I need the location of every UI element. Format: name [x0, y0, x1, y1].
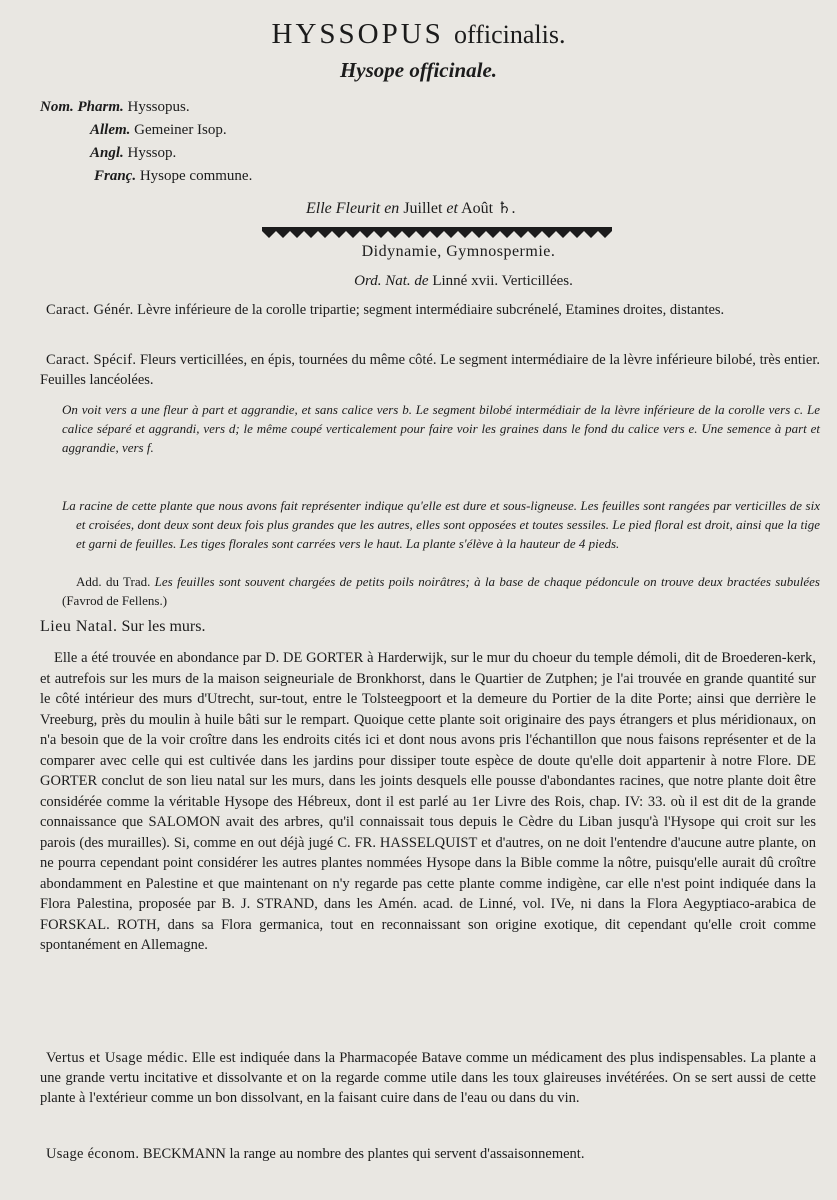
- add-trad-text: Les feuilles sont souvent chargées de petits poils noirâtres; à la base de chaque pédoncule on trouve deux bractées subulées: [154, 574, 820, 589]
- lieu-natal-label: Lieu Natal.: [40, 618, 118, 635]
- caract-gener-text: Lèvre inférieure de la corolle tripartie; segment intermédiaire subcrénelé, Etamines droites, distantes.: [137, 302, 725, 318]
- figure-note: On voit vers a une fleur à part et aggrandie, et sans calice vers b. Le segment bilobé intermédiair de la lèvre inférieure de la corolle vers c. Le calice séparé et aggrandi, vers d; le même coupé verticalement pour faire voir les graines dans le fond du calice vers e. Une semence à part et aggrandie, vers f.: [62, 402, 820, 455]
- caract-specif: [40, 350, 820, 390]
- name-row-pharm: [40, 96, 252, 119]
- flowering-et: et: [446, 200, 458, 217]
- page-title: [0, 18, 837, 51]
- add-trad-label: Add. du Trad.: [76, 574, 151, 589]
- caract-gener-label: Caract. Génér.: [46, 302, 134, 318]
- flowering-prefix: Elle Fleurit en: [306, 200, 400, 217]
- usage-econ-label: Usage économ.: [46, 1146, 140, 1162]
- ornamental-rule: [262, 226, 612, 240]
- order-author: Linné xvii.: [432, 273, 499, 289]
- species-name: officinalis.: [454, 20, 566, 49]
- caract-specif-label: Caract. Spécif.: [46, 352, 137, 368]
- vertus-text: Elle est indiquée dans la Pharmacopée Batave comme un médicament des plus indispensables. La plante a une grande vertu incitative et dissolvante et on la regarde comme utile dans les toux glaireuses invétérées. On se sert aussi de cette plante à l'extérieur comme un bon dissolvant, en la faisant cuire dans de l'eau ou dans du vin.: [40, 1050, 817, 1106]
- name-label: Allem.: [90, 122, 131, 138]
- name-value: Gemeiner Isop.: [134, 122, 227, 138]
- caract-gener: [40, 300, 820, 320]
- lieu-natal-text: Sur les murs.: [121, 618, 206, 635]
- vernacular-names: [40, 96, 252, 188]
- name-row-franc: [40, 165, 252, 188]
- usage-econ-text: BECKMANN la range au nombre des plantes qui servent d'assaisonnement.: [142, 1146, 585, 1162]
- name-label: Nom. Pharm.: [40, 99, 124, 115]
- flowering-month2: Août ♄.: [461, 200, 516, 217]
- flowering-month1: Juillet: [403, 200, 443, 217]
- lieu-natal: [40, 618, 205, 636]
- description: La racine de cette plante que nous avons fait représenter indique qu'elle est dure et sous-ligneuse. Les feuilles sont rangées par verticilles de six et croisées, dont deux sont deux fois plus grandes que les autres, elles sont opposées et toutes sessiles. Le pied floral est droit, ainsi que la tige et garni de feuilles. Les tiges florales sont carrées vers le haut. La plante s'élève à la hauteur de 4 pieds.: [62, 498, 820, 551]
- order-prefix: Ord. Nat. de: [354, 273, 429, 289]
- caract-specif-text: Fleurs verticillées, en épis, tournées du même côté. Le segment intermédiaire de la lèvre inférieure bilobé, très entier. Feuilles lancéolées.: [40, 352, 820, 388]
- name-value: Hysope commune.: [139, 168, 253, 184]
- genus-name: HYSSOPUS: [271, 18, 444, 50]
- flowering-line: [306, 198, 515, 218]
- usage-econ: [40, 1144, 816, 1164]
- french-name: Hysope officinale.: [339, 58, 498, 82]
- order-family: Verticillées.: [501, 273, 573, 289]
- vertus-usage: [40, 1048, 816, 1108]
- name-value: Hyssopus.: [127, 99, 190, 115]
- habitat-text: Elle a été trouvée en abondance par D. DE GORTER à Harderwijk, sur le mur du choeur du temple démoli, dit de Broederen-kerk, et autrefois sur les murs de la maison seigneuriale de Bronkhorst, dans le Quartier de Zutphen; je l'ai trouvée en grande quantité sur le côté intérieur des murs d'Utrecht, sur-tout, entre le Tolsteegpoort et la demeure du Portier de la dite Porte; ainsi que derrière le Vreeburg, près du moulin à huile bâti sur le rempart. Quoique cette plante soit originaire des pays étrangers et plus méridionaux, on n'a besoin que de la voir croître dans les endroits cités ici et dont nous avons pris l'échantillon que nous faisons représenter et de la comparer avec celle qui est cultivée dans les jardins pour dissiper toute espèce de doute qu'elle doit appartenir à notre Flore. DE GORTER conclut de son lieu natal sur les murs, dans les joints desquels elle pousse d'abondantes racines, que notre plante doit être considérée comme la véritable Hysope des Hébreux, dont il est parlé au 1er Livre des Rois, chap. IV: 33. où il est dit de la grande connaissance que SALOMON avait des arbres, qu'il connaissait tous depuis le Cèdre du Liban jusqu'à l'Hysope qui croit sur les parois (des murailles). Si, comme en out déjà jugé C. FR. HASSELQUIST et d'autres, on ne doit l'entendre d'aucune autre plante, on ne pourra cependant point considérer les autres plantes nommées Hysope dans la Bible comme la nôtre, puisqu'elle aurait dû croître abondamment en Palestine et que maintenant on n'y regarde pas cette plante comme indigène, car elle n'est point indiquée dans la Flora Palestina, proposée par B. J. STRAND, dans les Amén. acad. de Linné, vol. IVe, ni dans la Flora Aegyptiaco-arabica de FORSKAL. ROTH, dans sa Flora germanica, tout en reconnaissant son origine exotique, dit cependant qu'elle croit comme spontanément en Allemagne.: [40, 650, 816, 953]
- linnaean-class: Didynamie, Gymnospermie.: [361, 243, 556, 260]
- add-trad: [62, 572, 820, 610]
- name-label: Angl.: [90, 145, 124, 161]
- name-row-allem: [40, 119, 252, 142]
- add-trad-author: (Favrod de Fellens.): [62, 593, 168, 608]
- vertus-label: Vertus et Usage médic.: [46, 1050, 188, 1066]
- natural-order: [0, 273, 837, 290]
- name-row-angl: [40, 142, 252, 165]
- name-label: Franç.: [94, 168, 137, 184]
- name-value: Hyssop.: [127, 145, 177, 161]
